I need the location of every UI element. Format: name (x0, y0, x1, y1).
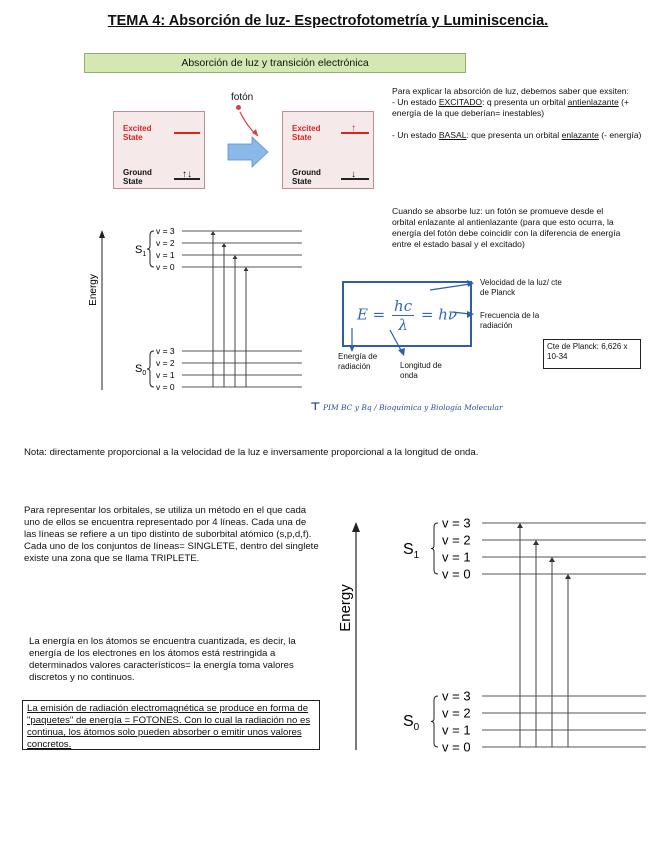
vibrational-level-label: v = 2 (442, 532, 471, 548)
absorption-arrowhead (244, 267, 249, 271)
electron-pair-icon: ↑↓ (182, 169, 192, 180)
label-wavelength: Longitud de onda (400, 361, 442, 380)
s0-brace (147, 351, 154, 387)
planck-formula: E = $\frac{hc}{\lambda}$ = hν (356, 297, 458, 334)
section-banner: Absorción de luz y transición electrónica (84, 53, 466, 73)
orbitals-paragraph: Para representar los orbitales, se utiliza un método en el que cada uno de ellos se encuentra representado por 4 líneas. Cada una de las líneas se refiere a un tipo distinto de suborbital atómico (s,p,d,f). Cada uno de los conjuntos de líneas= SINGLETE, dentro del singlete existe una zona que se llama TRIPLETE. (24, 505, 319, 564)
vibrational-level-label: v = 1 (442, 549, 471, 565)
vibrational-level-label: v = 3 (442, 688, 471, 704)
right-ground-label: Ground State (292, 168, 321, 186)
electron-down-icon: ↓ (351, 169, 356, 180)
vibrational-level-label: v = 3 (156, 345, 175, 356)
absorption-arrowhead (233, 255, 238, 259)
vibrational-level-label: v = 0 (442, 566, 471, 582)
s0-label: $S_0$ (403, 713, 420, 733)
absorption-arrowhead (222, 243, 227, 247)
s1-brace (147, 231, 154, 267)
quantized-energy-paragraph: La energía en los átomos se encuentra cuantizada, es decir, la energía de los electrones en los átomos está restringida a determinados valores característicos= la energía toma valores discretos y no continuos. (29, 636, 296, 683)
vibrational-level-label: v = 3 (442, 515, 471, 531)
states-explanation: Para explicar la absorción de luz, debemos saber que exsiten: - Un estado EXCITADO: q presenta un orbital antienlazante (+ energía de la que deberían= inestables) - Un estado BASAL: que presenta un orbital enlazante (- energía) (392, 86, 642, 140)
vibrational-level-label: v = 0 (442, 739, 471, 755)
vibrational-level-label: v = 0 (156, 381, 175, 392)
vibrational-level-label: v = 2 (156, 237, 175, 248)
vibrational-level-label: v = 1 (442, 722, 471, 738)
label-frequency: Frecuencia de la radiación (480, 311, 540, 330)
s0-brace (431, 696, 438, 747)
planck-constant-box: Cte de Planck: 6,626 x 10-34 (543, 339, 641, 369)
energy-axis-label: Energy (88, 274, 99, 306)
energy-diagram-large (330, 510, 650, 760)
absorption-arrowhead (517, 523, 523, 528)
electron-up-icon: ↑ (351, 123, 356, 134)
left-excited-label: Excited State (123, 124, 152, 142)
label-energy-radiation: Energía de radiación (338, 352, 378, 371)
label-speed-of-light: Velocidad de la luz/ cte de Planck (480, 278, 562, 297)
absorption-arrowhead (565, 574, 571, 579)
vibrational-level-label: v = 1 (156, 369, 175, 380)
photons-box (22, 700, 320, 750)
s1-label: $S_1$ (403, 541, 420, 561)
absorption-arrowhead (533, 540, 539, 545)
photons-paragraph: La emisión de radiación electromagnética se produce en forma de "paquetes" de energía = FOTONES. Con lo cual la radiación no es continua, los átomos solo pueden absorber o emitir unos valores concretos. (27, 703, 311, 750)
left-ground-label: Ground State (123, 168, 152, 186)
energy-diagram-small (80, 220, 320, 400)
right-excited-label: Excited State (292, 124, 321, 142)
s1-brace (431, 523, 438, 574)
vibrational-level-label: v = 2 (156, 357, 175, 368)
photon-label: fotón (231, 92, 254, 103)
absorption-arrowhead (211, 231, 216, 235)
vibrational-level-label: v = 0 (156, 261, 175, 272)
energy-axis-label: Energy (337, 584, 354, 632)
note-text: Nota: directamente proporcional a la velocidad de la luz e inversamente proporcional a la longitud de onda. (24, 447, 479, 458)
vibrational-level-label: v = 2 (442, 705, 471, 721)
vibrational-level-label: v = 3 (156, 225, 175, 236)
absorption-explanation: Cuando se absorbe luz: un fotón se promueve desde el orbital enlazante al antienlazante (para que esto ocurra, la energía del fotón debe coincidir con la diferencia de energía entre el estado basal y el excitado) (392, 206, 621, 249)
s0-label: $S_0$ (135, 363, 147, 377)
absorption-arrowhead (549, 557, 555, 562)
vibrational-level-label: v = 1 (156, 249, 175, 260)
course-logo: ⊤ PIM BC y Bq / Bioquímica y Biología Molecular (310, 400, 503, 413)
logo-mark-icon: ⊤ (310, 400, 321, 413)
page-title: TEMA 4: Absorción de luz- Espectrofotometría y Luminiscencia. (107, 13, 549, 29)
s1-label: $S_1$ (135, 244, 147, 258)
